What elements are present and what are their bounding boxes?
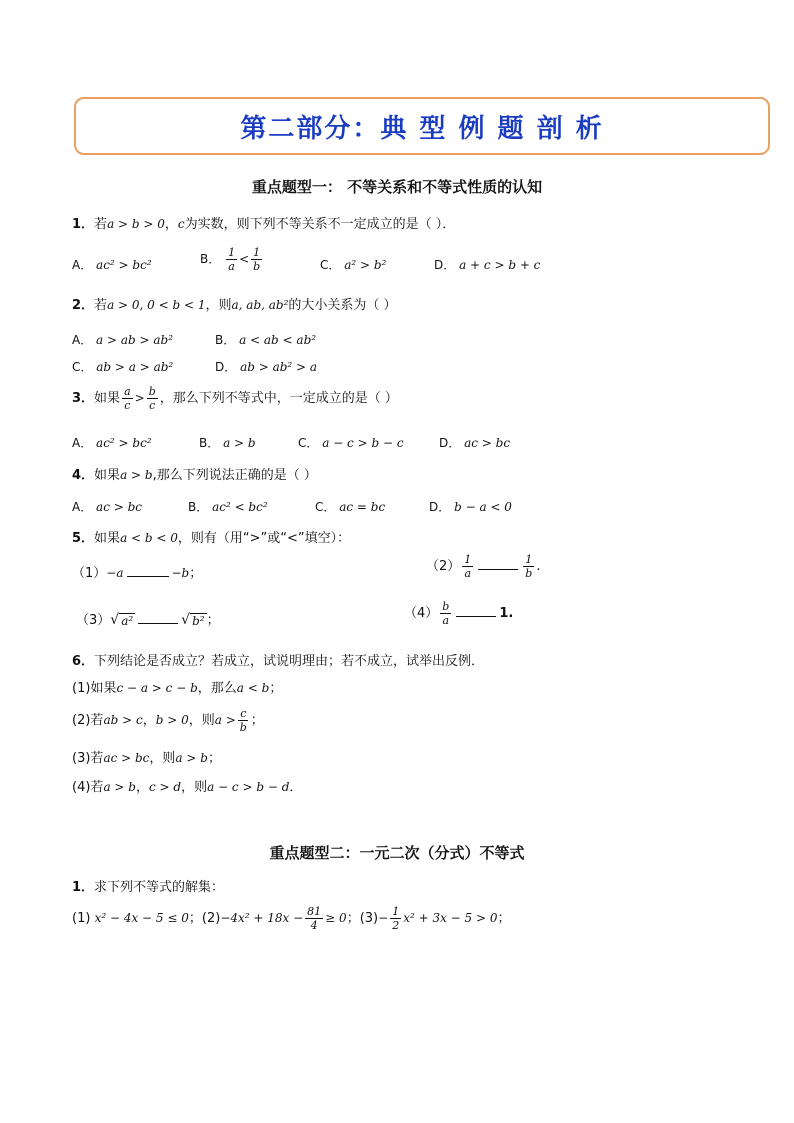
- question-6: 6．下列结论是否成立？若成立，试说明理由；若不成立，试举出反例．: [72, 654, 485, 669]
- question-5: 5．如果a < b < 0，则有（用“>”或“<”填空）：: [72, 531, 351, 546]
- option-c: C． a − c > b − c: [298, 436, 404, 450]
- question-5-part-1: （1）−a −b；: [72, 566, 203, 581]
- option-d: D． a + c > b + c: [434, 258, 541, 272]
- answer-blank[interactable]: [127, 576, 169, 577]
- answer-blank[interactable]: [138, 623, 178, 624]
- question-s2-1: 1．求下列不等式的解集：: [72, 880, 225, 895]
- section-heading-1: 重点题型一： 不等关系和不等式性质的认知: [251, 178, 543, 196]
- option-a: A． ac² > bc²: [72, 436, 152, 450]
- option-a: A． ac > bc: [72, 500, 143, 514]
- question-4: 4．如果a > b,那么下列说法正确的是（ ）: [72, 468, 317, 483]
- part-2: (2)−4x² + 18x − $\frac{81}{4}$ ≥ 0；: [201, 905, 360, 932]
- question-1: 1．若a > b > 0，c为实数，则下列不等关系不一定成立的是（ ）．: [72, 217, 456, 232]
- question-2-options-row1: [72, 331, 372, 349]
- answer-blank[interactable]: [478, 569, 518, 570]
- section-heading-2: 重点题型二：一元二次（分式）不等式: [269, 844, 525, 862]
- part-1: (1) x² − 4x − 5 ≤ 0；: [72, 911, 202, 926]
- section-banner: [74, 97, 770, 155]
- question-3: 3．如果 $\frac{a}{c}$ > $\frac{b}{c}$ ，那么下列不等式中，一定成立的是（ ）: [72, 385, 398, 412]
- question-3-options: [72, 434, 572, 452]
- part-3: (3)− $\frac{1}{2}$ x² + 3x − 5 > 0；: [359, 905, 511, 932]
- question-5-part-3: （3） √ a² √ b² ；: [76, 612, 220, 628]
- question-1-options: [72, 246, 572, 280]
- option-b: B． ac² < bc²: [188, 500, 268, 514]
- option-d: D． ab > ab² > a: [215, 360, 318, 374]
- option-b: B． a > b: [199, 436, 256, 450]
- option-c: C． a² > b²: [320, 258, 387, 272]
- option-a: A． a > ab > ab²: [72, 333, 174, 347]
- question-2-options-row2: [72, 358, 372, 376]
- question-5-part-4: （4） $\frac{b}{a}$ 1.: [404, 600, 514, 627]
- option-d: D． b − a < 0: [429, 500, 512, 514]
- option-a: A． ac² > bc²: [72, 258, 152, 272]
- question-5-part-2: （2） $\frac{1}{a}$ $\frac{1}{b}$ .: [426, 553, 541, 580]
- option-c: C． ab > a > ab²: [72, 360, 174, 374]
- answer-blank[interactable]: [456, 616, 496, 617]
- question-6-item-4: (4)若a > b，c > d，则a − c > b − d．: [72, 780, 303, 795]
- question-2: 2．若a > 0, 0 < b < 1，则a, ab, ab²的大小关系为（ ）: [72, 298, 397, 313]
- question-s2-1-parts: [72, 905, 511, 932]
- option-c: C． ac = bc: [315, 500, 386, 514]
- question-6-item-2: (2)若ab > c，b > 0，则a > $\frac{c}{b}$ ；: [72, 707, 264, 734]
- option-b: B． a < ab < ab²: [215, 333, 317, 347]
- banner-title: 第二部分：典 型 例 题 剖 析: [240, 113, 604, 144]
- question-4-options: [72, 498, 552, 516]
- option-b: B． $\frac{1}{a}$ < $\frac{1}{b}$: [200, 246, 261, 273]
- option-d: D． ac > bc: [439, 436, 511, 450]
- question-6-item-1: (1)如果c − a > c − b，那么a < b；: [72, 681, 283, 696]
- question-6-item-3: (3)若ac > bc，则a > b；: [72, 751, 221, 766]
